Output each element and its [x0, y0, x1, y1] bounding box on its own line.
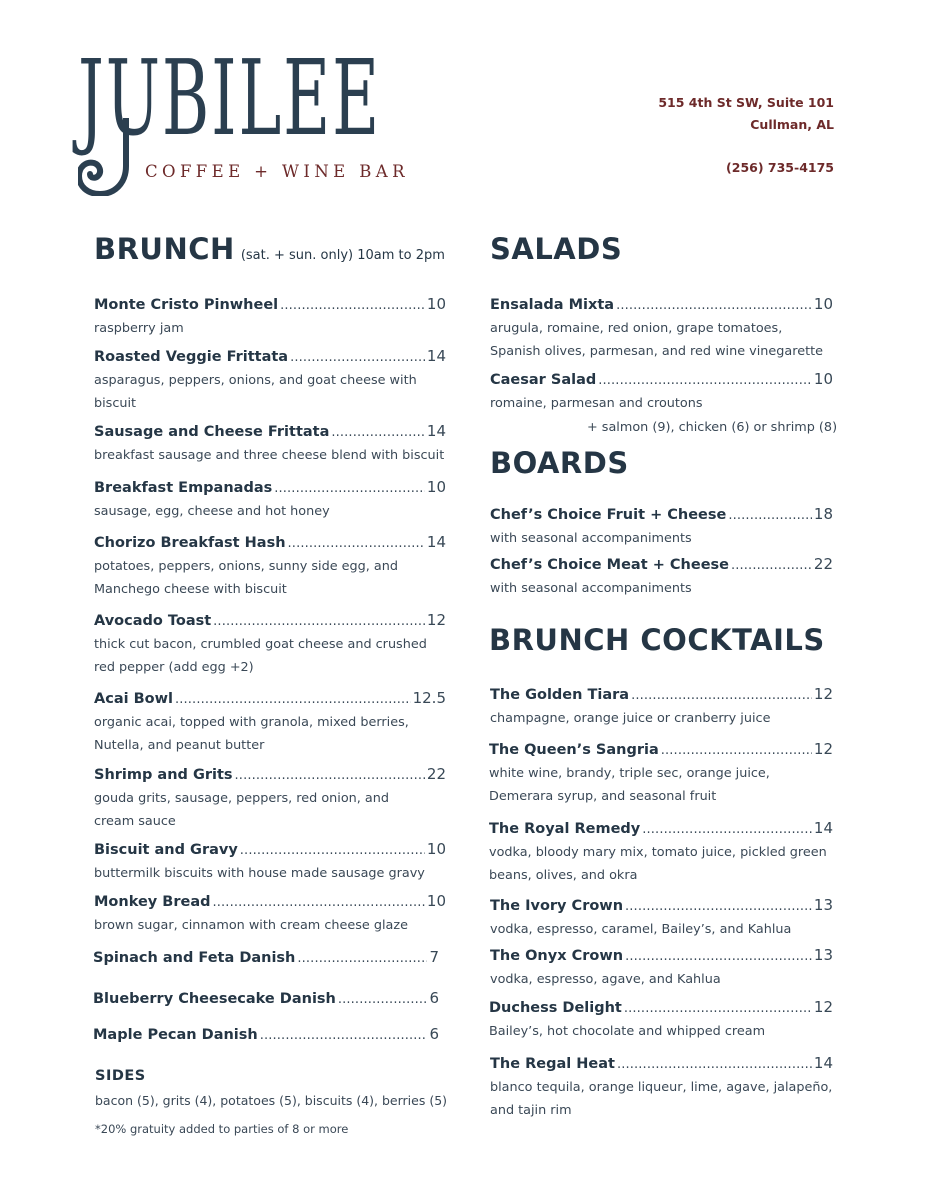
- dot-leader: [642, 822, 812, 837]
- menu-item: [94, 295, 446, 340]
- menu-item: [490, 896, 833, 941]
- dot-leader: [625, 949, 812, 964]
- menu-item: [490, 505, 833, 550]
- menu-item: [94, 533, 446, 601]
- dot-leader: [213, 614, 425, 629]
- item-price: 12: [813, 685, 833, 703]
- item-description: blanco tequila, orange liqueur, lime, agave, jalapeño, and tajin rim: [490, 1080, 833, 1118]
- dot-leader: [331, 425, 425, 440]
- item-description: thick cut bacon, crumbled goat cheese and crushed red pepper (add egg +2): [94, 637, 427, 675]
- item-name: Breakfast Empanadas: [94, 480, 273, 496]
- item-name: Blueberry Cheesecake Danish: [93, 991, 336, 1007]
- salad-protein-addon: + salmon (9), chicken (6) or shrimp (8): [587, 420, 838, 435]
- item-name: Avocado Toast: [94, 613, 212, 629]
- dot-leader: [175, 692, 411, 707]
- menu-item: [490, 295, 833, 363]
- item-description: gouda grits, sausage, peppers, red onion, and cream sauce: [94, 791, 389, 829]
- menu-item: [94, 611, 446, 679]
- item-description: vodka, bloody mary mix, tomato juice, pickled green beans, olives, and okra: [489, 845, 827, 883]
- boards-heading: BOARDS: [490, 446, 629, 480]
- item-description: potatoes, peppers, onions, sunny side egg, and Manchego cheese with biscuit: [94, 559, 399, 597]
- item-price: 22: [426, 765, 446, 783]
- dot-leader: [240, 843, 425, 858]
- brunch-cocktails-heading: BRUNCH COCKTAILS: [489, 623, 825, 657]
- salads-heading: SALADS: [490, 232, 623, 266]
- dot-leader: [274, 481, 425, 496]
- item-name: Roasted Veggie Frittata: [94, 349, 289, 365]
- item-name: Spinach and Feta Danish: [93, 950, 296, 966]
- item-price: 6: [429, 989, 439, 1007]
- menu-item: [490, 370, 833, 415]
- item-price: 18: [813, 505, 833, 523]
- dot-leader: [260, 1028, 428, 1043]
- menu-item: [94, 347, 446, 415]
- item-name: Acai Bowl: [94, 691, 173, 707]
- menu-item: [94, 689, 446, 757]
- item-name: The Onyx Crown: [490, 948, 624, 964]
- item-name: The Queen’s Sangria: [489, 742, 659, 758]
- item-description: with seasonal accompaniments: [490, 531, 692, 546]
- dot-leader: [624, 1001, 812, 1016]
- gratuity-note: *20% gratuity added to parties of 8 or more: [95, 1122, 349, 1136]
- item-price: 10: [426, 892, 446, 910]
- item-description: with seasonal accompaniments: [490, 581, 692, 596]
- item-name: The Royal Remedy: [489, 821, 641, 837]
- item-description: vodka, espresso, caramel, Bailey’s, and Kahlua: [490, 922, 792, 937]
- item-description: raspberry jam: [94, 321, 184, 336]
- item-name: The Regal Heat: [490, 1056, 615, 1072]
- item-description: brown sugar, cinnamon with cream cheese glaze: [94, 918, 408, 933]
- item-price: 13: [813, 946, 833, 964]
- dot-leader: [280, 298, 425, 313]
- menu-item: [94, 765, 446, 833]
- item-description: Bailey’s, hot chocolate and whipped cream: [489, 1024, 766, 1039]
- item-description: sausage, egg, cheese and hot honey: [94, 504, 330, 519]
- item-name: Shrimp and Grits: [94, 767, 233, 783]
- item-name: Duchess Delight: [489, 1000, 622, 1016]
- menu-item: [93, 1025, 439, 1046]
- menu-item: [490, 685, 833, 730]
- address-line-1: 515 4th St SW, Suite 101: [658, 95, 834, 110]
- dot-leader: [731, 558, 812, 573]
- item-price: 14: [426, 422, 446, 440]
- dot-leader: [288, 536, 425, 551]
- item-price: 10: [426, 478, 446, 496]
- dot-leader: [631, 688, 812, 703]
- dot-leader: [616, 298, 812, 313]
- item-price: 14: [426, 347, 446, 365]
- item-price: 10: [426, 295, 446, 313]
- menu-item: [490, 946, 833, 991]
- item-description: organic acai, topped with granola, mixed berries, Nutella, and peanut butter: [94, 715, 409, 753]
- menu-item: [489, 819, 833, 887]
- brunch-title: BRUNCH: [94, 232, 235, 266]
- menu-item: [489, 740, 833, 808]
- menu-item: [93, 948, 439, 969]
- dot-leader: [235, 768, 425, 783]
- sides-list: bacon (5), grits (4), potatoes (5), biscuits (4), berries (5): [95, 1093, 448, 1108]
- item-name: Chef’s Choice Fruit + Cheese: [490, 507, 727, 523]
- item-description: romaine, parmesan and croutons: [490, 396, 703, 411]
- dot-leader: [617, 1057, 812, 1072]
- item-name: The Ivory Crown: [490, 898, 624, 914]
- item-description: breakfast sausage and three cheese blend with biscuit: [94, 448, 445, 463]
- item-description: asparagus, peppers, onions, and goat cheese with biscuit: [94, 373, 417, 411]
- item-name: Maple Pecan Danish: [93, 1027, 258, 1043]
- dot-leader: [598, 373, 812, 388]
- item-price: 10: [426, 840, 446, 858]
- phone-number: (256) 735-4175: [726, 160, 834, 175]
- logo-wordmark: JUBILEE: [78, 37, 382, 159]
- item-description: buttermilk biscuits with house made sausage gravy: [94, 866, 425, 881]
- item-name: Sausage and Cheese Frittata: [94, 424, 330, 440]
- item-price: 14: [426, 533, 446, 551]
- menu-item: [490, 555, 833, 600]
- item-price: 12: [813, 740, 833, 758]
- item-name: Chef’s Choice Meat + Cheese: [490, 557, 729, 573]
- item-price: 10: [813, 370, 833, 388]
- item-name: Ensalada Mixta: [490, 297, 615, 313]
- item-name: Chorizo Breakfast Hash: [94, 535, 286, 551]
- item-name: Biscuit and Gravy: [94, 842, 238, 858]
- item-price: 12.5: [412, 689, 446, 707]
- item-description: champagne, orange juice or cranberry juice: [490, 711, 771, 726]
- menu-item: [489, 998, 833, 1043]
- dot-leader: [625, 899, 812, 914]
- item-price: 22: [813, 555, 833, 573]
- item-price: 12: [426, 611, 446, 629]
- dot-leader: [661, 743, 812, 758]
- logo-subtitle: COFFEE + WINE BAR: [145, 162, 409, 181]
- dot-leader: [338, 992, 428, 1007]
- brunch-hours-note: (sat. + sun. only) 10am to 2pm: [240, 248, 445, 263]
- logo-swash-icon: [78, 118, 138, 196]
- sides-heading: SIDES: [95, 1068, 146, 1084]
- item-price: 7: [429, 948, 439, 966]
- brunch-heading: [94, 232, 445, 266]
- menu-item: [94, 422, 446, 467]
- menu-item: [490, 1054, 833, 1122]
- dot-leader: [297, 951, 427, 966]
- item-name: The Golden Tiara: [490, 687, 630, 703]
- item-price: 14: [813, 819, 833, 837]
- item-price: 13: [813, 896, 833, 914]
- dot-leader: [290, 350, 425, 365]
- dot-leader: [728, 508, 812, 523]
- item-price: 10: [813, 295, 833, 313]
- item-price: 6: [429, 1025, 439, 1043]
- item-name: Monkey Bread: [94, 894, 211, 910]
- item-description: vodka, espresso, agave, and Kahlua: [490, 972, 721, 987]
- menu-item: [94, 840, 446, 885]
- item-price: 14: [813, 1054, 833, 1072]
- item-price: 12: [813, 998, 833, 1016]
- dot-leader: [213, 895, 425, 910]
- address-line-2: Cullman, AL: [750, 117, 834, 132]
- item-name: Monte Cristo Pinwheel: [94, 297, 279, 313]
- item-name: Caesar Salad: [490, 372, 597, 388]
- menu-item: [94, 892, 446, 937]
- item-description: white wine, brandy, triple sec, orange juice, Demerara syrup, and seasonal fruit: [489, 766, 770, 804]
- menu-item: [93, 989, 439, 1010]
- menu-item: [94, 478, 446, 523]
- item-description: arugula, romaine, red onion, grape tomatoes, Spanish olives, parmesan, and red wine vinegarette: [490, 321, 823, 359]
